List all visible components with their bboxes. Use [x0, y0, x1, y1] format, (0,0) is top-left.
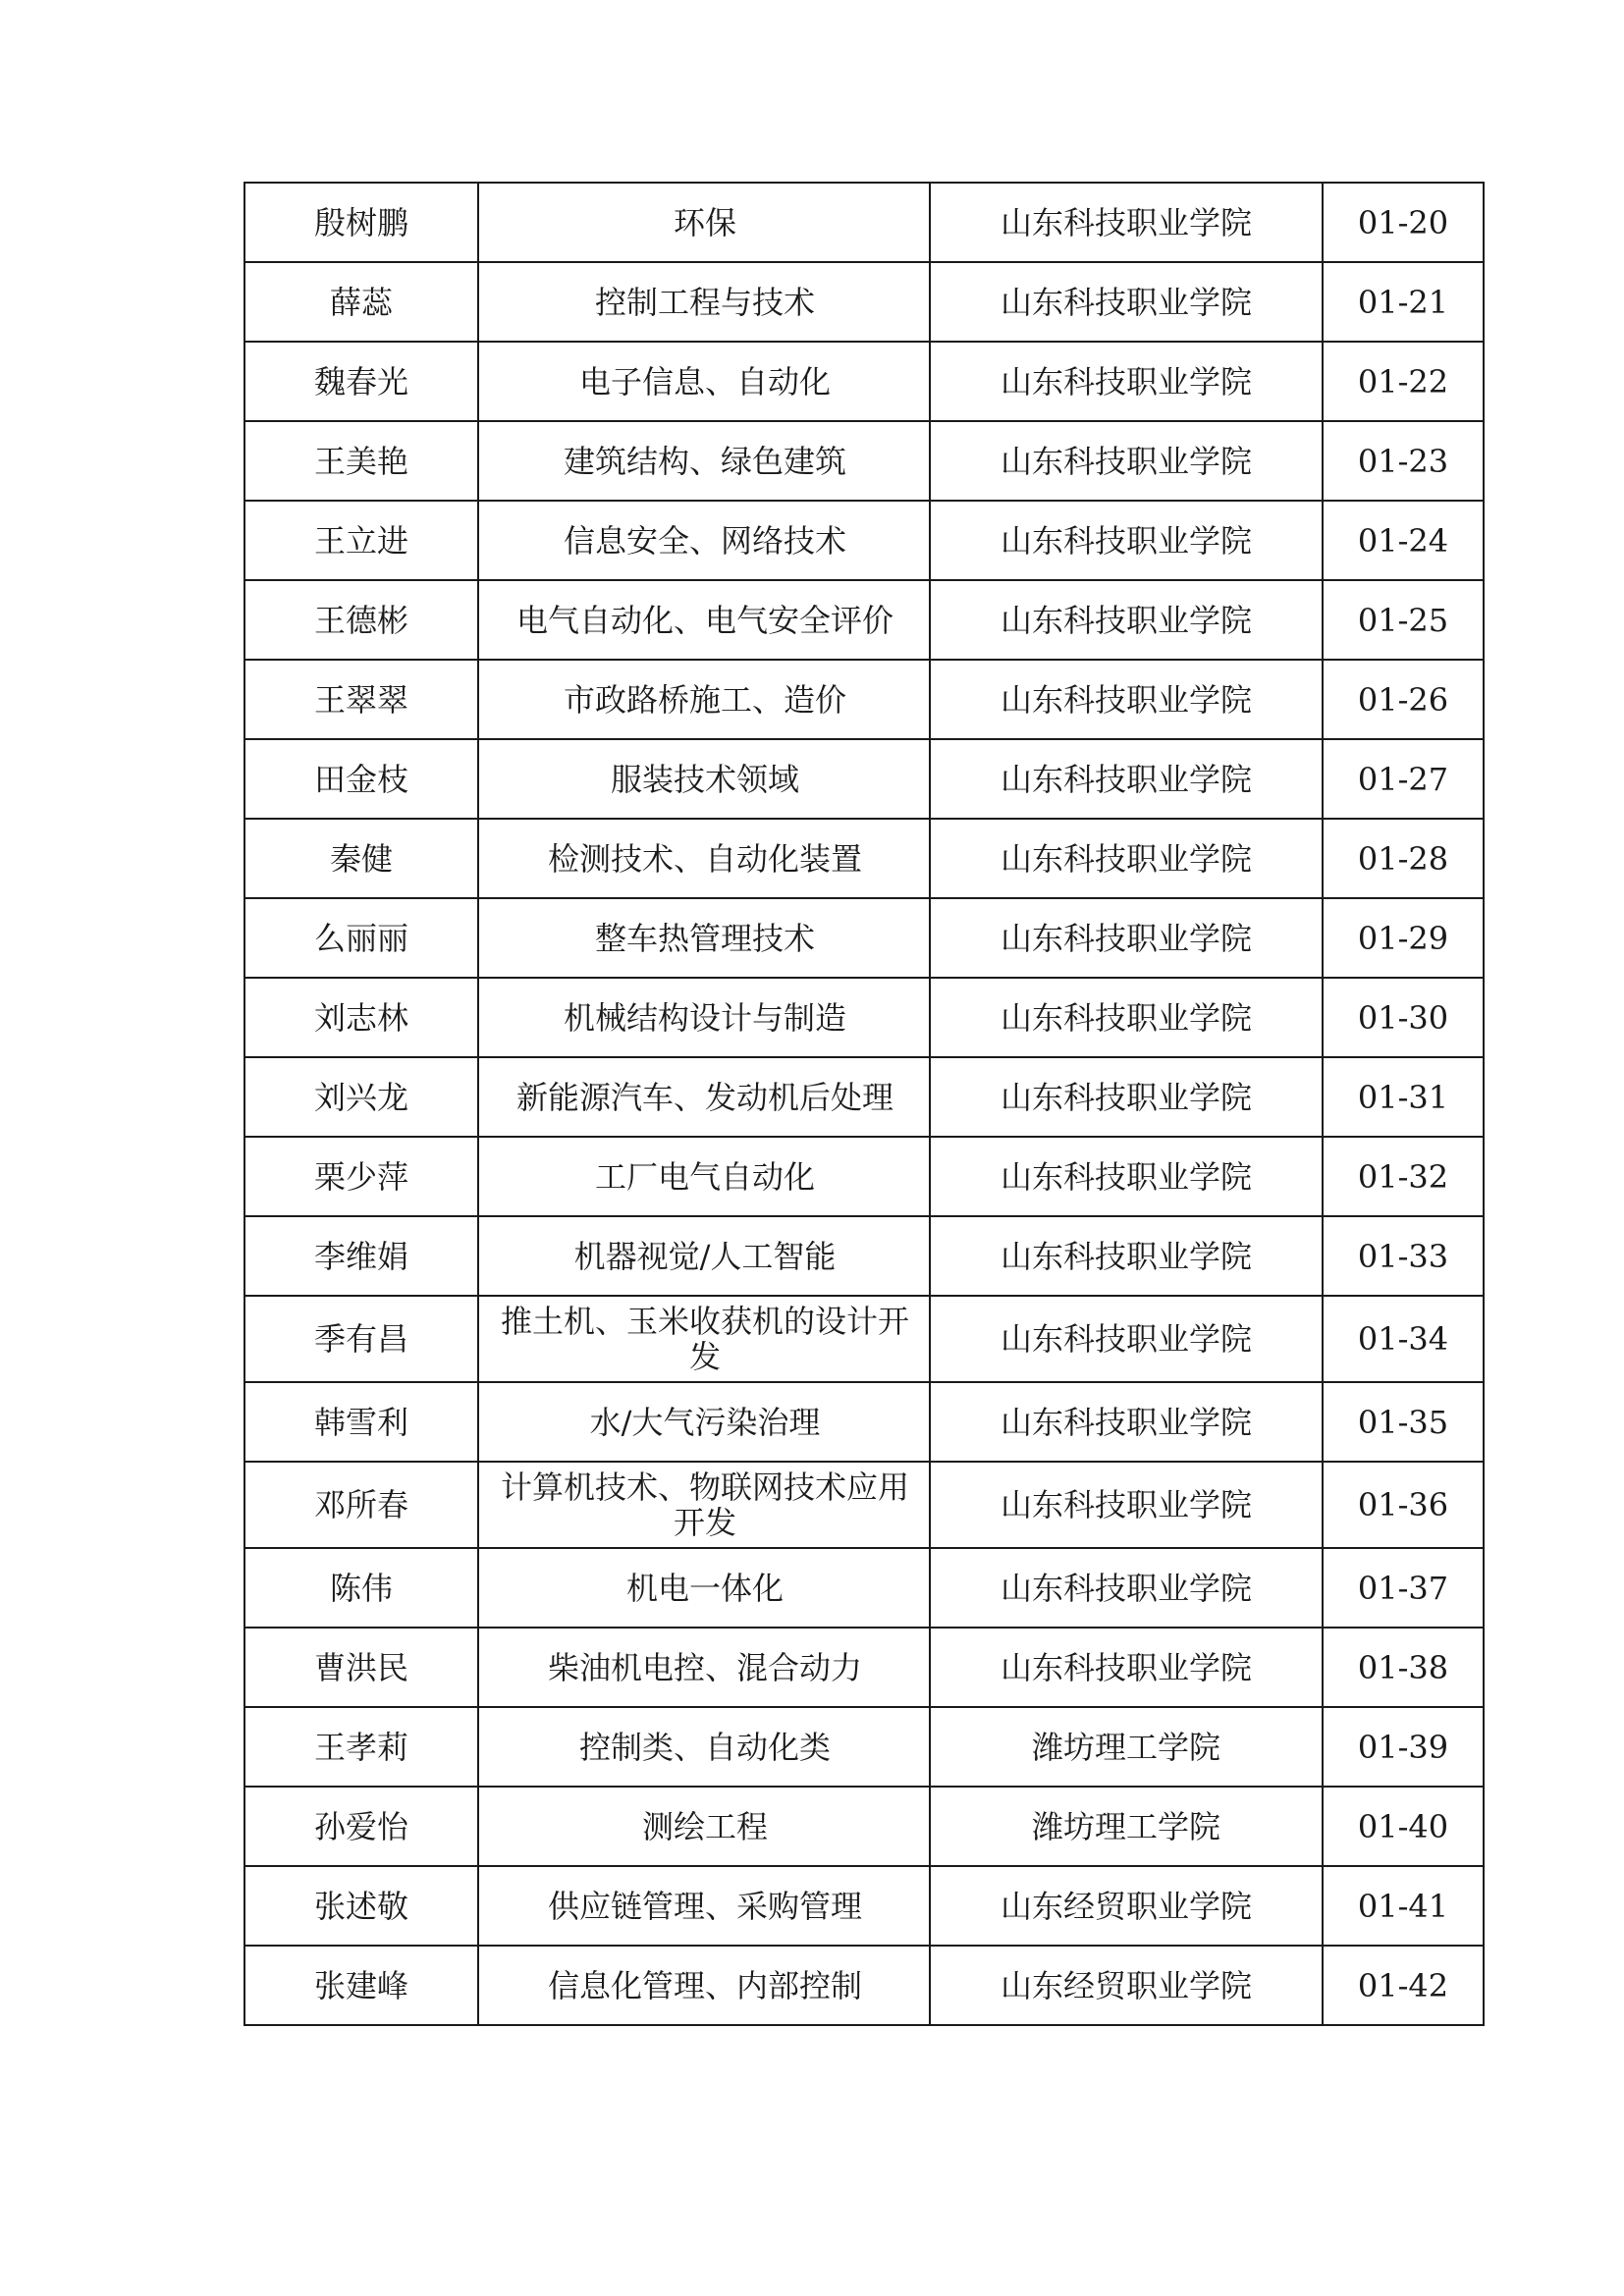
- code-cell: 01-38: [1323, 1628, 1484, 1707]
- field-cell: [478, 1057, 930, 1137]
- institution-cell: 山东科技职业学院: [930, 1548, 1323, 1628]
- field-cell: [478, 660, 930, 739]
- table-row: [244, 1382, 1484, 1462]
- code-cell: 01-34: [1323, 1296, 1484, 1382]
- table-row: [244, 580, 1484, 660]
- field-cell: [478, 1946, 930, 2025]
- field-cell: [478, 421, 930, 501]
- field-cell: [478, 183, 930, 262]
- field-cell: [478, 1216, 930, 1296]
- institution-cell: 山东科技职业学院: [930, 183, 1323, 262]
- name-cell: 田金枝: [244, 739, 478, 819]
- field-cell: [478, 819, 930, 898]
- field-cell: [478, 1707, 930, 1787]
- table-row: [244, 1628, 1484, 1707]
- field-text: 新能源汽车、发动机后处理: [515, 1078, 893, 1116]
- table-row: [244, 342, 1484, 421]
- institution-cell: 山东科技职业学院: [930, 819, 1323, 898]
- table-row: [244, 262, 1484, 342]
- code-cell: 01-26: [1323, 660, 1484, 739]
- field-text: 机器视觉/人工智能: [573, 1237, 837, 1275]
- code-cell: 01-23: [1323, 421, 1484, 501]
- name-cell: 张述敬: [244, 1866, 478, 1946]
- field-cell: [478, 1296, 930, 1382]
- field-text: 服装技术领域: [610, 760, 799, 798]
- code-cell: 01-37: [1323, 1548, 1484, 1628]
- code-cell: 01-33: [1323, 1216, 1484, 1296]
- code-cell: 01-25: [1323, 580, 1484, 660]
- name-cell: 殷树鹏: [244, 183, 478, 262]
- field-text: 机电一体化: [625, 1569, 784, 1607]
- field-cell: [478, 1548, 930, 1628]
- code-cell: 01-30: [1323, 978, 1484, 1057]
- table-row: [244, 739, 1484, 819]
- institution-cell: 山东经贸职业学院: [930, 1866, 1323, 1946]
- name-cell: 曹洪民: [244, 1628, 478, 1707]
- institution-cell: 潍坊理工学院: [930, 1787, 1323, 1866]
- code-cell: 01-32: [1323, 1137, 1484, 1216]
- field-cell: [478, 342, 930, 421]
- field-cell: [478, 1866, 930, 1946]
- name-cell: 张建峰: [244, 1946, 478, 2025]
- code-cell: 01-21: [1323, 262, 1484, 342]
- field-cell: [478, 739, 930, 819]
- institution-cell: 山东科技职业学院: [930, 342, 1323, 421]
- field-text: 信息化管理、内部控制: [547, 1966, 862, 2004]
- institution-cell: 山东科技职业学院: [930, 978, 1323, 1057]
- institution-cell: 山东科技职业学院: [930, 1137, 1323, 1216]
- field-cell: [478, 1628, 930, 1707]
- table-row: [244, 1707, 1484, 1787]
- name-cell: 王孝莉: [244, 1707, 478, 1787]
- field-text: 测绘工程: [641, 1807, 768, 1845]
- field-cell: [478, 898, 930, 978]
- name-cell: 栗少萍: [244, 1137, 478, 1216]
- field-text: 建筑结构、绿色建筑: [563, 442, 846, 480]
- table-row: [244, 978, 1484, 1057]
- name-cell: 王德彬: [244, 580, 478, 660]
- institution-cell: 山东科技职业学院: [930, 501, 1323, 580]
- field-text: 柴油机电控、混合动力: [547, 1648, 862, 1686]
- field-text: 电气自动化、电气安全评价: [515, 601, 893, 639]
- field-text: 计算机技术、物联网技术应用开发: [500, 1468, 909, 1541]
- table-row: [244, 1296, 1484, 1382]
- code-cell: 01-42: [1323, 1946, 1484, 2025]
- table-row: [244, 1137, 1484, 1216]
- name-cell: 陈伟: [244, 1548, 478, 1628]
- table-row: [244, 660, 1484, 739]
- institution-cell: 山东科技职业学院: [930, 1216, 1323, 1296]
- table-row: [244, 183, 1484, 262]
- institution-cell: 潍坊理工学院: [930, 1707, 1323, 1787]
- field-cell: [478, 1462, 930, 1548]
- table-row: [244, 819, 1484, 898]
- roster-table-body: [244, 183, 1484, 2025]
- name-cell: 邓所春: [244, 1462, 478, 1548]
- name-cell: 季有昌: [244, 1296, 478, 1382]
- name-cell: 孙爱怡: [244, 1787, 478, 1866]
- name-cell: 刘志林: [244, 978, 478, 1057]
- name-cell: 王立进: [244, 501, 478, 580]
- name-cell: 韩雪利: [244, 1382, 478, 1462]
- field-cell: [478, 1137, 930, 1216]
- institution-cell: 山东科技职业学院: [930, 262, 1323, 342]
- code-cell: 01-20: [1323, 183, 1484, 262]
- expert-roster-table: [244, 182, 1485, 2026]
- institution-cell: 山东经贸职业学院: [930, 1946, 1323, 2025]
- institution-cell: 山东科技职业学院: [930, 1296, 1323, 1382]
- institution-cell: 山东科技职业学院: [930, 898, 1323, 978]
- table-row: [244, 1462, 1484, 1548]
- table-row: [244, 1787, 1484, 1866]
- field-text: 检测技术、自动化装置: [547, 839, 862, 878]
- name-cell: 秦健: [244, 819, 478, 898]
- name-cell: 李维娟: [244, 1216, 478, 1296]
- field-text: 推土机、玉米收获机的设计开发: [500, 1302, 909, 1375]
- code-cell: 01-27: [1323, 739, 1484, 819]
- table-row: [244, 1946, 1484, 2025]
- table-row: [244, 898, 1484, 978]
- table-row: [244, 1548, 1484, 1628]
- institution-cell: 山东科技职业学院: [930, 1462, 1323, 1548]
- code-cell: 01-28: [1323, 819, 1484, 898]
- table-row: [244, 1866, 1484, 1946]
- code-cell: 01-41: [1323, 1866, 1484, 1946]
- field-cell: [478, 1787, 930, 1866]
- name-cell: 薛蕊: [244, 262, 478, 342]
- field-text: 水/大气污染治理: [589, 1403, 821, 1441]
- field-text: 工厂电气自动化: [594, 1157, 815, 1196]
- institution-cell: 山东科技职业学院: [930, 1628, 1323, 1707]
- field-text: 环保: [673, 203, 736, 241]
- field-text: 电子信息、自动化: [578, 362, 831, 400]
- institution-cell: 山东科技职业学院: [930, 1057, 1323, 1137]
- code-cell: 01-35: [1323, 1382, 1484, 1462]
- table-row: [244, 501, 1484, 580]
- field-text: 控制工程与技术: [594, 283, 815, 321]
- institution-cell: 山东科技职业学院: [930, 739, 1323, 819]
- field-text: 供应链管理、采购管理: [547, 1887, 862, 1925]
- field-cell: [478, 1382, 930, 1462]
- code-cell: 01-39: [1323, 1707, 1484, 1787]
- field-text: 控制类、自动化类: [578, 1728, 831, 1766]
- field-cell: [478, 262, 930, 342]
- code-cell: 01-29: [1323, 898, 1484, 978]
- table-row: [244, 1216, 1484, 1296]
- table-row: [244, 421, 1484, 501]
- field-cell: [478, 978, 930, 1057]
- field-text: 市政路桥施工、造价: [563, 680, 846, 719]
- code-cell: 01-36: [1323, 1462, 1484, 1548]
- name-cell: 王美艳: [244, 421, 478, 501]
- institution-cell: 山东科技职业学院: [930, 580, 1323, 660]
- field-text: 信息安全、网络技术: [563, 521, 846, 560]
- name-cell: 魏春光: [244, 342, 478, 421]
- field-cell: [478, 501, 930, 580]
- institution-cell: 山东科技职业学院: [930, 660, 1323, 739]
- table-row: [244, 1057, 1484, 1137]
- code-cell: 01-24: [1323, 501, 1484, 580]
- institution-cell: 山东科技职业学院: [930, 421, 1323, 501]
- name-cell: 么丽丽: [244, 898, 478, 978]
- code-cell: 01-31: [1323, 1057, 1484, 1137]
- name-cell: 刘兴龙: [244, 1057, 478, 1137]
- code-cell: 01-22: [1323, 342, 1484, 421]
- code-cell: 01-40: [1323, 1787, 1484, 1866]
- field-text: 机械结构设计与制造: [563, 998, 846, 1037]
- field-text: 整车热管理技术: [594, 919, 815, 957]
- field-cell: [478, 580, 930, 660]
- name-cell: 王翠翠: [244, 660, 478, 739]
- institution-cell: 山东科技职业学院: [930, 1382, 1323, 1462]
